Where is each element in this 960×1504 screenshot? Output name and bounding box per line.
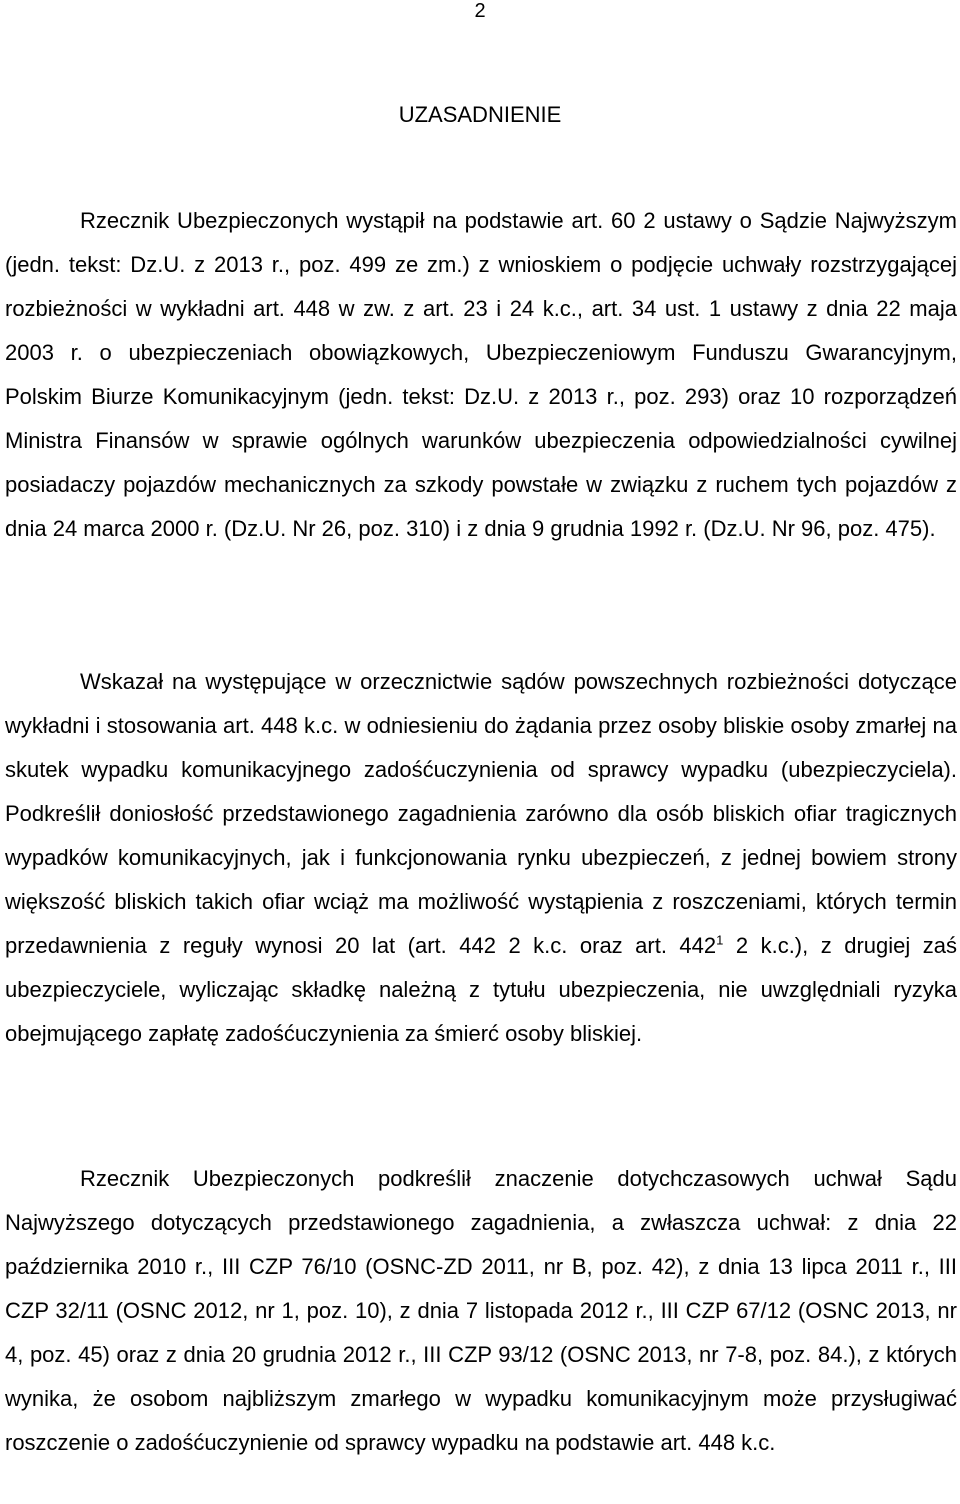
page-number: 2: [474, 0, 486, 22]
paragraph-3: Rzecznik Ubezpieczonych podkreślił znaczenie dotychczasowych uchwał Sądu Najwyższego dotyczących przedstawionego zagadnienia, a zwłaszcza uchwał: z dnia 22 października 2010 r., III CZP 76/10 (OSNC-ZD 2011, nr B, poz. 42), z dnia 13 lipca 2011 r., III CZP 32/11 (OSNC 2012, nr 1, poz. 10), z dnia 7 listopada 2012 r., III CZP 67/12 (OSNC 2013, nr 4, poz. 45) oraz z dnia 20 grudnia 2012 r., III CZP 93/12 (OSNC 2013, nr 7-8, poz. 84.), z których wynika, że osobom najbliższym zmarłego w wypadku komunikacyjnym może przysługiwać roszczenie o zadośćuczynienie od sprawcy wypadku na podstawie art. 448 k.c.: [5, 1166, 957, 1455]
superscript-marker: 1: [716, 932, 724, 948]
paragraph-2: [5, 660, 957, 1056]
paragraph-1: Rzecznik Ubezpieczonych wystąpił na podstawie art. 60 2 ustawy o Sądzie Najwyższym (jedn. tekst: Dz.U. z 2013 r., poz. 499 ze zm.) z wnioskiem o podjęcie uchwały rozstrzygającej rozbieżności w wykładni art. 448 w zw. z art. 23 i 24 k.c., art. 34 ust. 1 ustawy z dnia 22 maja 2003 r. o ubezpieczeniach obowiązkowych, Ubezpieczeniowym Funduszu Gwarancyjnym, Polskim Biurze Komunikacyjnym (jedn. tekst: Dz.U. z 2013 r., poz. 293) oraz 10 rozporządzeń Ministra Finansów w sprawie ogólnych warunków ubezpieczenia odpowiedzialności cywilnej posiadaczy pojazdów mechanicznych za szkody powstałe w związku z ruchem tych pojazdów z dnia 24 marca 2000 r. (Dz.U. Nr 26, poz. 310) i z dnia 9 grudnia 1992 r. (Dz.U. Nr 96, poz. 475).: [5, 208, 957, 541]
paragraph-2-text-start: Wskazał na występujące w orzecznictwie sądów powszechnych rozbieżności dotyczące wykładni i stosowania art. 448 k.c. w odniesieniu do żądania przez osoby bliskie osoby zmarłej na skutek wypadku komunikacyjnego zadośćuczynienia od sprawcy wypadku (ubezpieczyciela). Podkreślił doniosłość przedstawionego zagadnienia zarówno dla osób bliskich ofiar tragicznych wypadków komunikacyjnych, jak i funkcjonowania rynku ubezpieczeń, z jednej bowiem strony większość bliskich takich ofiar wciąż ma możliwość wystąpienia z roszczeniami, których termin przedawnienia z reguły wynosi 20 lat (art. 442 2 k.c. oraz art. 442: [5, 669, 957, 958]
paragraph-2-text-end: 2 k.c.), z drugiej zaś ubezpieczyciele, wyliczając składkę należną z tytułu ubezpieczenia, nie uwzględniali ryzyka obejmującego zapłatę zadośćuczynienia za śmierć osoby bliskiej.: [5, 933, 957, 1046]
document-heading: UZASADNIENIE: [398, 102, 562, 127]
